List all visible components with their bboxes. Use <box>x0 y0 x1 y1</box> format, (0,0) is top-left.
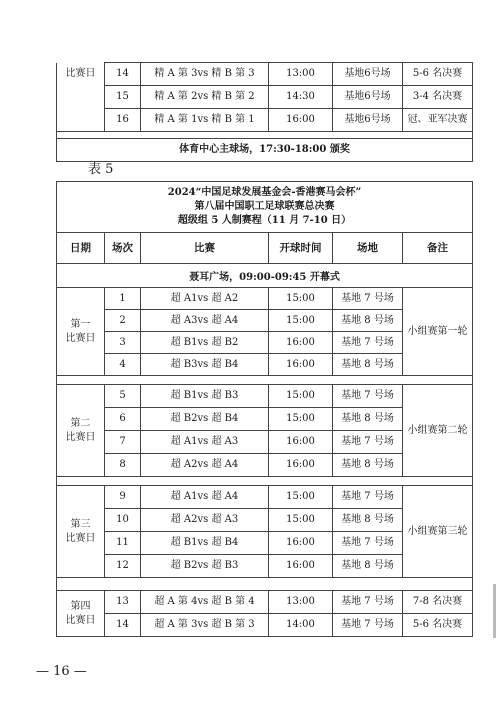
match-no: 9 <box>105 486 141 509</box>
kickoff-time: 16:00 <box>269 109 333 132</box>
match-name: 精 A 第 1vs 精 B 第 1 <box>141 109 269 132</box>
day-cell: 第一 比赛日 <box>57 288 105 376</box>
page-number: — 16 — <box>36 664 87 679</box>
note: 7-8 名决赛 <box>403 591 473 614</box>
schedule-title <box>57 182 473 233</box>
day-cell: 第四 比赛日 <box>57 591 105 637</box>
kickoff-time: 16:00 <box>269 332 333 354</box>
kickoff-time: 15:00 <box>269 385 333 408</box>
match-name: 超 A3vs 超 A4 <box>141 310 269 332</box>
venue: 基地 8 号场 <box>333 354 403 376</box>
match-no: 11 <box>105 532 141 555</box>
note: 冠、亚军决赛 <box>403 109 473 132</box>
match-no: 14 <box>105 614 141 637</box>
venue: 基地6号场 <box>333 63 403 86</box>
venue: 基地 8 号场 <box>333 408 403 431</box>
match-name: 超 A2vs 超 A3 <box>141 509 269 532</box>
venue: 基地 7 号场 <box>333 614 403 637</box>
venue: 基地 7 号场 <box>333 385 403 408</box>
match-no: 15 <box>105 86 141 109</box>
kickoff-time: 15:00 <box>269 408 333 431</box>
venue: 基地6号场 <box>333 109 403 132</box>
match-name: 精 A 第 2vs 精 B 第 2 <box>141 86 269 109</box>
kickoff-time: 16:00 <box>269 555 333 578</box>
note: 5-6 名决赛 <box>403 614 473 637</box>
note: 小组赛第三轮 <box>403 486 473 578</box>
kickoff-time: 16:00 <box>269 354 333 376</box>
kickoff-time: 14:00 <box>269 614 333 637</box>
match-name: 超 B1vs 超 B3 <box>141 385 269 408</box>
venue: 基地 8 号场 <box>333 310 403 332</box>
title-line-2: 第八届中国职工足球联赛总决赛 <box>194 201 335 212</box>
header-kickoff: 开球时间 <box>269 233 333 264</box>
final-schedule-tail-table <box>56 62 473 162</box>
venue: 基地 7 号场 <box>333 431 403 454</box>
match-no: 4 <box>105 354 141 376</box>
match-no: 10 <box>105 509 141 532</box>
table-label: 表 5 <box>88 162 114 177</box>
note: 小组赛第一轮 <box>403 288 473 376</box>
kickoff-time: 13:00 <box>269 591 333 614</box>
venue: 基地 8 号场 <box>333 509 403 532</box>
match-name: 精 A 第 3vs 精 B 第 3 <box>141 63 269 86</box>
venue: 基地 7 号场 <box>333 486 403 509</box>
venue: 基地 7 号场 <box>333 532 403 555</box>
match-no: 8 <box>105 454 141 477</box>
title-line-1: 2024“中国足球发展基金会-香港赛马会杯” <box>167 187 362 198</box>
match-name: 超 A 第 4vs 超 B 第 4 <box>141 591 269 614</box>
award-ceremony-row: 体育中心主球场，17:30-18:00 颁奖 <box>57 139 473 162</box>
header-match-no: 场次 <box>105 233 141 264</box>
match-no: 2 <box>105 310 141 332</box>
venue: 基地 8 号场 <box>333 555 403 578</box>
kickoff-time: 14:30 <box>269 86 333 109</box>
kickoff-time: 16:00 <box>269 454 333 477</box>
match-name: 超 A1vs 超 A2 <box>141 288 269 310</box>
match-name: 超 A1vs 超 A3 <box>141 431 269 454</box>
match-no: 5 <box>105 385 141 408</box>
kickoff-time: 16:00 <box>269 532 333 555</box>
title-line-3: 超级组 5 人制赛程（11 月 7-10 日） <box>177 215 352 226</box>
binding-edge-mark <box>493 584 496 638</box>
match-no: 14 <box>105 63 141 86</box>
note: 5-6 名决赛 <box>403 63 473 86</box>
match-name: 超 B2vs 超 B4 <box>141 408 269 431</box>
match-no: 1 <box>105 288 141 310</box>
match-name: 超 A 第 3vs 超 B 第 3 <box>141 614 269 637</box>
super-group-schedule-table <box>56 181 473 637</box>
match-no: 6 <box>105 408 141 431</box>
venue: 基地 7 号场 <box>333 332 403 354</box>
match-name: 超 B1vs 超 B4 <box>141 532 269 555</box>
match-name: 超 A2vs 超 A4 <box>141 454 269 477</box>
match-name: 超 A1vs 超 A4 <box>141 486 269 509</box>
match-no: 16 <box>105 109 141 132</box>
venue: 基地6号场 <box>333 86 403 109</box>
opening-ceremony-row: 聂耳广场，09:00-09:45 开幕式 <box>57 269 473 288</box>
header-note: 备注 <box>403 233 473 264</box>
kickoff-time: 15:00 <box>269 288 333 310</box>
venue: 基地 7 号场 <box>333 591 403 614</box>
kickoff-time: 15:00 <box>269 486 333 509</box>
header-date: 日期 <box>57 233 105 264</box>
kickoff-time: 13:00 <box>269 63 333 86</box>
match-no: 3 <box>105 332 141 354</box>
match-name: 超 B2vs 超 B3 <box>141 555 269 578</box>
header-venue: 场地 <box>333 233 403 264</box>
day-cell: 第三 比赛日 <box>57 486 105 578</box>
venue: 基地 8 号场 <box>333 454 403 477</box>
header-match: 比赛 <box>141 233 269 264</box>
match-name: 超 B3vs 超 B4 <box>141 354 269 376</box>
kickoff-time: 15:00 <box>269 509 333 532</box>
note: 3-4 名决赛 <box>403 86 473 109</box>
kickoff-time: 16:00 <box>269 431 333 454</box>
day-cell: 第二 比赛日 <box>57 385 105 477</box>
match-no: 13 <box>105 591 141 614</box>
venue: 基地 7 号场 <box>333 288 403 310</box>
day-cell: 比赛日 <box>57 63 105 132</box>
match-no: 7 <box>105 431 141 454</box>
match-name: 超 B1vs 超 B2 <box>141 332 269 354</box>
match-no: 12 <box>105 555 141 578</box>
kickoff-time: 15:00 <box>269 310 333 332</box>
note: 小组赛第二轮 <box>403 385 473 477</box>
